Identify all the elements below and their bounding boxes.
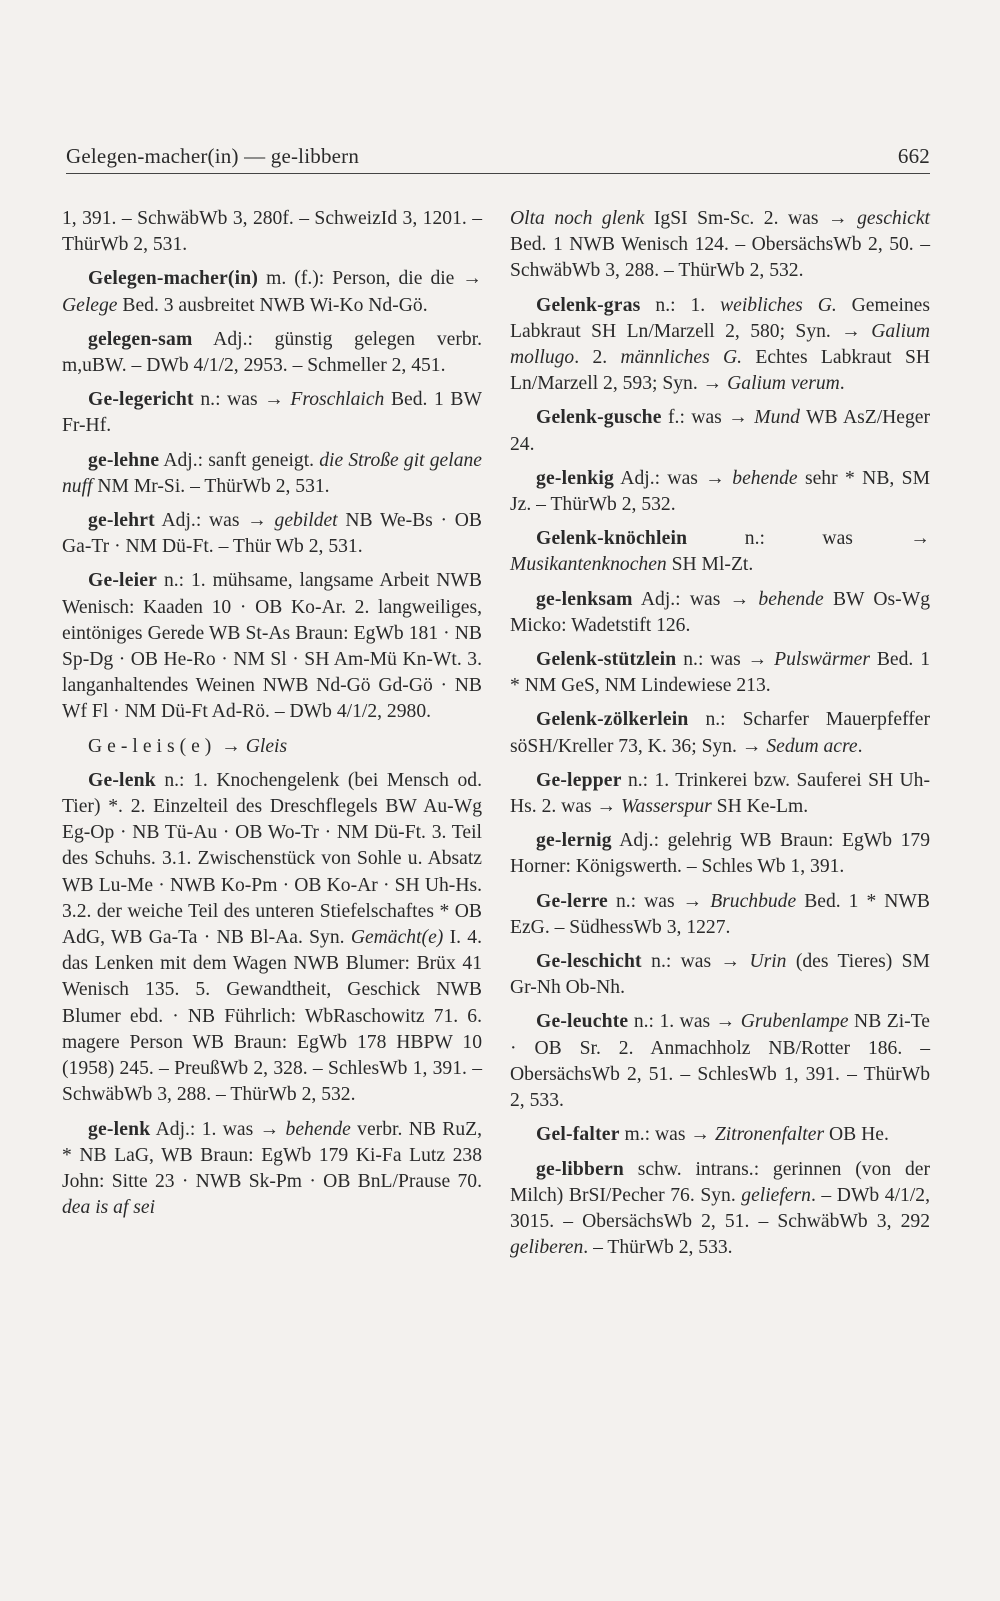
entry-continuation: 1, 391. – SchwäbWb 3, 280f. – SchweizId 3, 1201. – ThürWb 2, 531. xyxy=(62,208,482,256)
entry-lemma: Gelenk-knöchlein xyxy=(536,528,688,550)
entry-lemma: Ge-legericht xyxy=(88,389,194,411)
entry-lemma: Gelenk-gras xyxy=(536,294,641,316)
entry-lemma: Ge-lenk xyxy=(88,769,156,791)
entry-lemma: gelegen-sam xyxy=(88,328,193,350)
dictionary-entry: Ge-leschicht n.: was → Urin (des Tieres) SM Gr-Nh Ob-Nh. xyxy=(510,951,930,999)
entry-lemma: Gelegen-macher(in) xyxy=(88,268,259,290)
dictionary-entry: ge-lehne Adj.: sanft geneigt. die Stroße git gelane nuff NM Mr-Si. – ThürWb 2, 531. xyxy=(62,449,482,497)
dictionary-entry: Ge-leis(e) → Gleis xyxy=(88,735,288,757)
dictionary-entry: ge-libbern schw. intrans.: gerinnen (von der Milch) BrSI/Pecher 76. Syn. geliefern. – DWb 4/1/2, 3015. – ObersächsWb 2, 51. – SchwäbWb 3, 292 geliberen. – ThürWb 2, 533. xyxy=(510,1158,930,1259)
dictionary-entry: Gelegen-macher(in) m. (f.): Person, die die → Gelege Bed. 3 ausbreitet NWB Wi-Ko Nd-Gö. xyxy=(62,268,482,316)
dictionary-entry: Ge-leier n.: 1. mühsame, langsame Arbeit NWB Wenisch: Kaaden 10 · OB Ko-Ar. 2. langweiliges, eintöniges Gerede WB St-As Braun: EgWb 181 · NB Sp-Dg · OB He-Ro · NM Sl · SH Am-Mü Kn-Wt. 3. langanhaltendes Weinen NWB Nd-Gö Gd-Gö · NB Wf Fl · NM Dü-Ft Ad-Rö. – DWb 4/1/2, 2980. xyxy=(62,570,482,723)
dictionary-entry: ge-lenk Adj.: 1. was → behende verbr. NB RuZ, * NB LaG, WB Braun: EgWb 179 Ki-Fa Lutz 238 John: Sitte 23 · NWB Sk-Pm · OB BnL/Prause 70. dea is af sei xyxy=(62,1118,482,1219)
right-column xyxy=(510,206,930,1269)
entry-lemma: Ge-leschicht xyxy=(536,951,642,973)
entry-lemma: Gelenk-zölkerlein xyxy=(536,709,689,731)
entry-lemma: Ge-lepper xyxy=(536,769,622,791)
entry-lemma: ge-lenksam xyxy=(536,588,633,610)
dictionary-entry: Gel-falter m.: was → Zitronenfalter OB He. xyxy=(536,1124,889,1146)
entry-lemma: Ge-leis(e) xyxy=(88,735,217,757)
dictionary-entry: Gelenk-zölkerlein n.: Scharfer Mauerpfeffer söSH/Kreller 73, K. 36; Syn. → Sedum acre. xyxy=(510,709,930,757)
entry-lemma: ge-lehne xyxy=(88,449,160,471)
running-header xyxy=(66,138,930,174)
entry-lemma: ge-lenk xyxy=(88,1118,151,1140)
entry-lemma: Ge-lerre xyxy=(536,890,608,912)
entry-lemma: ge-lehrt xyxy=(88,510,155,532)
dictionary-entry: ge-lenksam Adj.: was → behende BW Os-Wg Micko: Wadetstift 126. xyxy=(510,588,930,636)
dictionary-entry: Gelenk-gras n.: 1. weibliches G. Gemeines Labkraut SH Ln/Marzell 2, 580; Syn. → Galium mollugo. 2. männliches G. Echtes Labkraut SH Ln/Marzell 2, 593; Syn. → Galium verum. xyxy=(510,294,931,395)
dictionary-entry: ge-lenkig Adj.: was → behende sehr * NB, SM Jz. – ThürWb 2, 532. xyxy=(510,467,930,516)
dictionary-entry: ge-lehrt Adj.: was → gebildet NB We-Bs · OB Ga-Tr · NM Dü-Ft. – Thür Wb 2, 531. xyxy=(62,510,482,558)
dictionary-entry: gelegen-sam Adj.: günstig gelegen verbr. m,uBW. – DWb 4/1/2, 2953. – Schmeller 2, 451. xyxy=(62,328,482,377)
entry-lemma: Gel-falter xyxy=(536,1124,620,1146)
dictionary-entry: Ge-lenk n.: 1. Knochengelenk (bei Mensch od. Tier) *. 2. Einzelteil des Dreschflegels BW Au-Wg Eg-Op · NB Tü-Au · OB Wo-Tr · NM Dü-Ft. 3. Teil des Schuhs. 3.1. Zwischenstück von Sohle u. Absatz WB Lu-Me · NWB Ko-Pm · OB Ko-Ar · SH Uh-Hs. 3.2. der weiche Teil des unteren Stiefelschaftes * OB AdG, WB Ga-Ta · NB Bl-Aa. Syn. Gemächt(e) I. 4. das Lenken mit dem Wagen NWB Blumer: Brüx 41 Wenisch 135. 5. Gewandtheit, Geschick NWB Blumer ebd. · NB Führlich: WbRaschowitz 71. 6. magere Person WB Braun: EgWb 178 HBPW 10 (1958) 245. – PreußWb 2, 328. – SchlesWb 1, 391. – SchwäbWb 3, 288. – ThürWb 2, 532. xyxy=(62,769,482,1106)
entry-lemma: ge-lenkig xyxy=(536,467,614,489)
entry-lemma: Gelenk-stützlein xyxy=(536,649,677,671)
entry-lemma: Ge-leuchte xyxy=(536,1011,629,1033)
entry-lemma: ge-libbern xyxy=(536,1158,624,1180)
dictionary-entry: Ge-legericht n.: was → Froschlaich Bed. 1 BW Fr-Hf. xyxy=(62,389,482,437)
dictionary-entry: Ge-lerre n.: was → Bruchbude Bed. 1 * NWB EzG. – SüdhessWb 3, 1227. xyxy=(510,890,930,938)
header-title: Gelegen-macher(in) — ge-libbern xyxy=(66,144,360,168)
entry-lemma: Ge-leier xyxy=(88,570,158,592)
dictionary-entry: Ge-lepper n.: 1. Trinkerei bzw. Sauferei SH Uh-Hs. 2. was → Wasserspur SH Ke-Lm. xyxy=(510,769,930,818)
dictionary-entry: ge-lernig Adj.: gelehrig WB Braun: EgWb 179 Horner: Königswerth. – Schles Wb 1, 391. xyxy=(510,830,930,878)
dictionary-entry: Gelenk-stützlein n.: was → Pulswärmer Bed. 1 * NM GeS, NM Lindewiese 213. xyxy=(510,649,930,697)
entry-lemma: ge-lernig xyxy=(536,830,612,852)
dictionary-entry: Gelenk-gusche f.: was → Mund WB AsZ/Heger 24. xyxy=(510,407,930,455)
page-number: 662 xyxy=(897,144,930,168)
dictionary-entry: Gelenk-knöchlein n.: was → Musikantenknochen SH Ml-Zt. xyxy=(510,528,930,576)
entry-lemma: Gelenk-gusche xyxy=(536,407,662,429)
left-column xyxy=(62,206,482,1229)
dictionary-entry: Ge-leuchte n.: 1. was → Grubenlampe NB Zi-Te · OB Sr. 2. Anmachholz NB/Rotter 186. – ObersächsWb 2, 51. – SchlesWb 1, 391. – ThürWb 2, 533. xyxy=(510,1011,930,1112)
entry-continuation: Olta noch glenk IgSI Sm-Sc. 2. was → geschickt Bed. 1 NWB Wenisch 124. – ObersächsWb 2, 50. – SchwäbWb 3, 288. – ThürWb 2, 532. xyxy=(510,208,930,282)
